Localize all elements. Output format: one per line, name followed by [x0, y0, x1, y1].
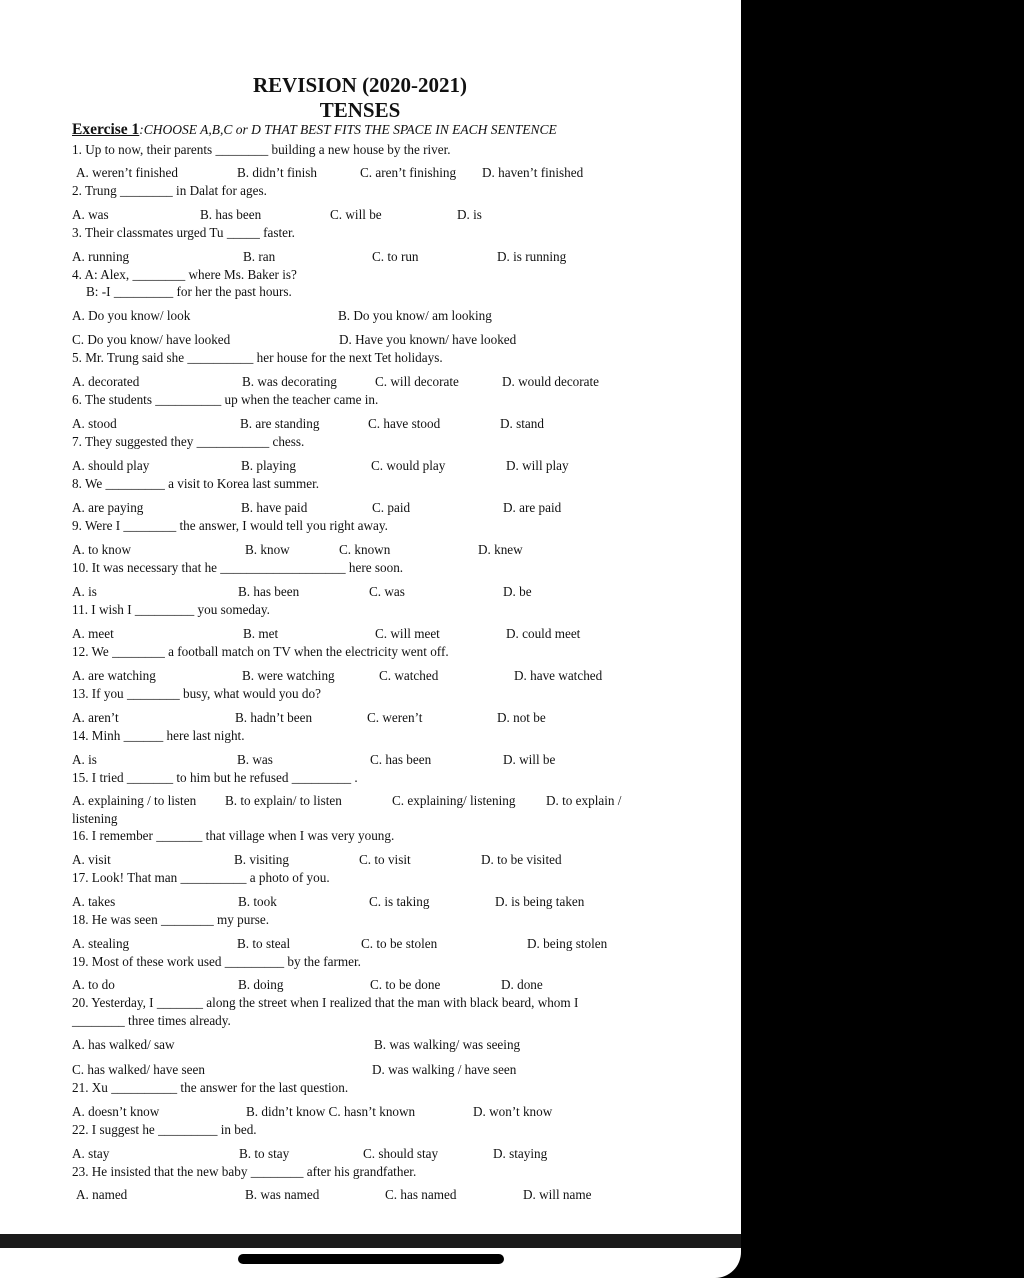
answer-option[interactable]: B. doing	[238, 977, 284, 992]
question-text: 4. A: Alex, ________ where Ms. Baker is?	[72, 267, 297, 282]
answer-option[interactable]: B. visiting	[234, 852, 289, 867]
question-text: 22. I suggest he _________ in bed.	[72, 1122, 257, 1137]
answer-option[interactable]: A. stood	[72, 416, 117, 431]
answer-option[interactable]: C. will meet	[375, 626, 440, 641]
answer-option[interactable]: A. has walked/ saw	[72, 1037, 175, 1052]
answer-option[interactable]: B. ran	[243, 249, 276, 264]
question-text: 11. I wish I _________ you someday.	[72, 602, 270, 617]
answer-option[interactable]: C. will decorate	[375, 374, 459, 389]
answer-option[interactable]: A. explaining / to listen	[72, 793, 197, 808]
answer-option[interactable]: C. to run	[372, 249, 419, 264]
answer-option[interactable]: D. is being taken	[495, 894, 585, 909]
answer-option[interactable]: D. won’t know	[473, 1104, 553, 1119]
answer-option[interactable]: D. have watched	[514, 668, 603, 683]
answer-option[interactable]: D. is	[457, 207, 482, 222]
answer-option[interactable]: C. have stood	[368, 416, 441, 431]
question-text: B: -I _________ for her the past hours.	[86, 284, 292, 299]
answer-option[interactable]: D. knew	[478, 542, 523, 557]
answer-option[interactable]: A. stealing	[72, 936, 130, 951]
answer-option[interactable]: C. aren’t finishing	[360, 165, 457, 180]
screen-border	[741, 0, 1024, 1278]
answer-option[interactable]: B. Do you know/ am looking	[338, 308, 492, 323]
answer-option[interactable]: D. will play	[506, 458, 569, 473]
answer-option[interactable]: B. didn’t know C. hasn’t known	[246, 1104, 416, 1119]
answer-option[interactable]: A. weren’t finished	[76, 165, 178, 180]
answer-option[interactable]: D. will be	[503, 752, 556, 767]
answer-option[interactable]: A. is	[72, 584, 97, 599]
answer-option[interactable]: D. to explain /	[546, 793, 622, 808]
answer-option[interactable]: A. are paying	[72, 500, 144, 515]
question-text: ________ three times already.	[72, 1013, 231, 1028]
answer-option[interactable]: B. are standing	[240, 416, 320, 431]
answer-option[interactable]: D. are paid	[503, 500, 562, 515]
answer-option[interactable]: C. watched	[379, 668, 439, 683]
answer-option[interactable]: B. didn’t finish	[237, 165, 317, 180]
answer-option[interactable]: B. playing	[241, 458, 296, 473]
answer-option[interactable]: D. to be visited	[481, 852, 562, 867]
answer-option[interactable]: B. was	[237, 752, 273, 767]
question-text: 17. Look! That man __________ a photo of you.	[72, 870, 330, 885]
bottom-bar	[0, 1234, 741, 1248]
home-indicator[interactable]	[238, 1254, 504, 1264]
question-text: 2. Trung ________ in Dalat for ages.	[72, 183, 267, 198]
answer-option[interactable]: A. doesn’t know	[72, 1104, 160, 1119]
answer-option[interactable]: A. named	[76, 1187, 128, 1202]
answer-option[interactable]: B. hadn’t been	[235, 710, 313, 725]
exercise-header	[72, 122, 557, 138]
question-text: 21. Xu __________ the answer for the last question.	[72, 1080, 349, 1095]
answer-option[interactable]: B. have paid	[241, 500, 308, 515]
answer-option[interactable]: D. was walking / have seen	[372, 1062, 517, 1077]
answer-option-continued: listening	[72, 811, 118, 826]
answer-option[interactable]: D. haven’t finished	[482, 165, 584, 180]
answer-option[interactable]: A. running	[72, 249, 130, 264]
answer-option[interactable]: B. to stay	[239, 1146, 290, 1161]
answer-option[interactable]: D. be	[503, 584, 532, 599]
answer-option[interactable]: D. stand	[500, 416, 544, 431]
question-text: 13. If you ________ busy, what would you do?	[72, 686, 321, 701]
question-text: 1. Up to now, their parents ________ building a new house by the river.	[72, 142, 451, 157]
answer-option[interactable]: C. to visit	[359, 852, 411, 867]
question-text: 10. It was necessary that he ___________________ here soon.	[72, 560, 404, 575]
answer-option[interactable]: D. will name	[523, 1187, 592, 1202]
answer-option[interactable]: A. to do	[72, 977, 115, 992]
answer-option[interactable]: B. was walking/ was seeing	[374, 1037, 521, 1052]
answer-option[interactable]: D. done	[501, 977, 543, 992]
answer-option[interactable]: D. not be	[497, 710, 546, 725]
question-text: 23. He insisted that the new baby ________ after his grandfather.	[72, 1164, 417, 1179]
question-text: 20. Yesterday, I _______ along the street when I realized that the man with black beard, whom I	[72, 995, 579, 1010]
answer-option[interactable]: D. could meet	[506, 626, 581, 641]
answer-option[interactable]: A. should play	[72, 458, 150, 473]
answer-option[interactable]: A. visit	[72, 852, 111, 867]
answer-option[interactable]: B. know	[245, 542, 290, 557]
answer-option[interactable]: B. were watching	[242, 668, 335, 683]
question-text: 9. Were I ________ the answer, I would tell you right away.	[72, 518, 388, 533]
answer-option[interactable]: D. staying	[493, 1146, 548, 1161]
question-text: 5. Mr. Trung said she __________ her house for the next Tet holidays.	[72, 350, 443, 365]
question-text: 8. We _________ a visit to Korea last summer.	[72, 476, 320, 491]
answer-option[interactable]: B. was decorating	[242, 374, 337, 389]
answer-option[interactable]: C. to be stolen	[361, 936, 438, 951]
answer-option[interactable]: C. was	[369, 584, 405, 599]
answer-option[interactable]: A. are watching	[72, 668, 156, 683]
answer-option[interactable]: A. is	[72, 752, 97, 767]
answer-option[interactable]: B. has been	[238, 584, 300, 599]
page-subtitle: TENSES	[319, 98, 401, 122]
answer-option[interactable]: B. to explain/ to listen	[225, 793, 342, 808]
question-text: 18. He was seen ________ my purse.	[72, 912, 270, 927]
answer-option[interactable]: C. explaining/ listening	[392, 793, 516, 808]
answer-option[interactable]: D. being stolen	[527, 936, 608, 951]
answer-option[interactable]: C. has walked/ have seen	[72, 1062, 205, 1077]
answer-option[interactable]: B. took	[238, 894, 277, 909]
answer-option[interactable]: B. met	[243, 626, 279, 641]
answer-option[interactable]: D. Have you known/ have looked	[339, 332, 517, 347]
answer-option[interactable]: C. has been	[370, 752, 432, 767]
answer-option[interactable]: C. would play	[371, 458, 446, 473]
question-text: 3. Their classmates urged Tu _____ faster.	[72, 225, 295, 240]
answer-option[interactable]: D. is running	[497, 249, 567, 264]
answer-option[interactable]: C. Do you know/ have looked	[72, 332, 231, 347]
answer-option[interactable]: B. to steal	[237, 936, 291, 951]
answer-option[interactable]: A. decorated	[72, 374, 140, 389]
question-text: 16. I remember _______ that village when I was very young.	[72, 828, 395, 843]
answer-option[interactable]: C. is taking	[369, 894, 430, 909]
answer-option[interactable]: C. should stay	[363, 1146, 439, 1161]
answer-option[interactable]: A. stay	[72, 1146, 110, 1161]
question-text: 6. The students __________ up when the teacher came in.	[72, 392, 379, 407]
answer-option[interactable]: B. was named	[245, 1187, 320, 1202]
answer-option[interactable]: B. has been	[200, 207, 262, 222]
answer-option[interactable]: A. meet	[72, 626, 114, 641]
question-text: 14. Minh ______ here last night.	[72, 728, 245, 743]
answer-option[interactable]: C. has named	[385, 1187, 457, 1202]
answer-option[interactable]: C. to be done	[370, 977, 441, 992]
answer-option[interactable]: A. Do you know/ look	[72, 308, 191, 323]
answer-option[interactable]: C. known	[339, 542, 391, 557]
answer-option[interactable]: D. would decorate	[502, 374, 600, 389]
answer-option[interactable]: C. will be	[330, 207, 382, 222]
answer-option[interactable]: A. aren’t	[72, 710, 119, 725]
answer-option[interactable]: C. paid	[372, 500, 411, 515]
answer-option[interactable]: A. was	[72, 207, 109, 222]
page-title: REVISION (2020-2021)	[252, 73, 468, 97]
question-text: 12. We ________ a football match on TV when the electricity went off.	[72, 644, 449, 659]
answer-option[interactable]: A. to know	[72, 542, 131, 557]
answer-option[interactable]: C. weren’t	[367, 710, 423, 725]
question-text: 7. They suggested they ___________ chess.	[72, 434, 305, 449]
answer-option[interactable]: A. takes	[72, 894, 116, 909]
exercise-instruction: :CHOOSE A,B,C or D THAT BEST FITS THE SPACE IN EACH SENTENCE	[139, 122, 557, 137]
question-text: 19. Most of these work used _________ by the farmer.	[72, 954, 361, 969]
question-text: 15. I tried _______ to him but he refused _________ .	[72, 770, 358, 785]
exercise-label: Exercise 1	[72, 121, 140, 138]
